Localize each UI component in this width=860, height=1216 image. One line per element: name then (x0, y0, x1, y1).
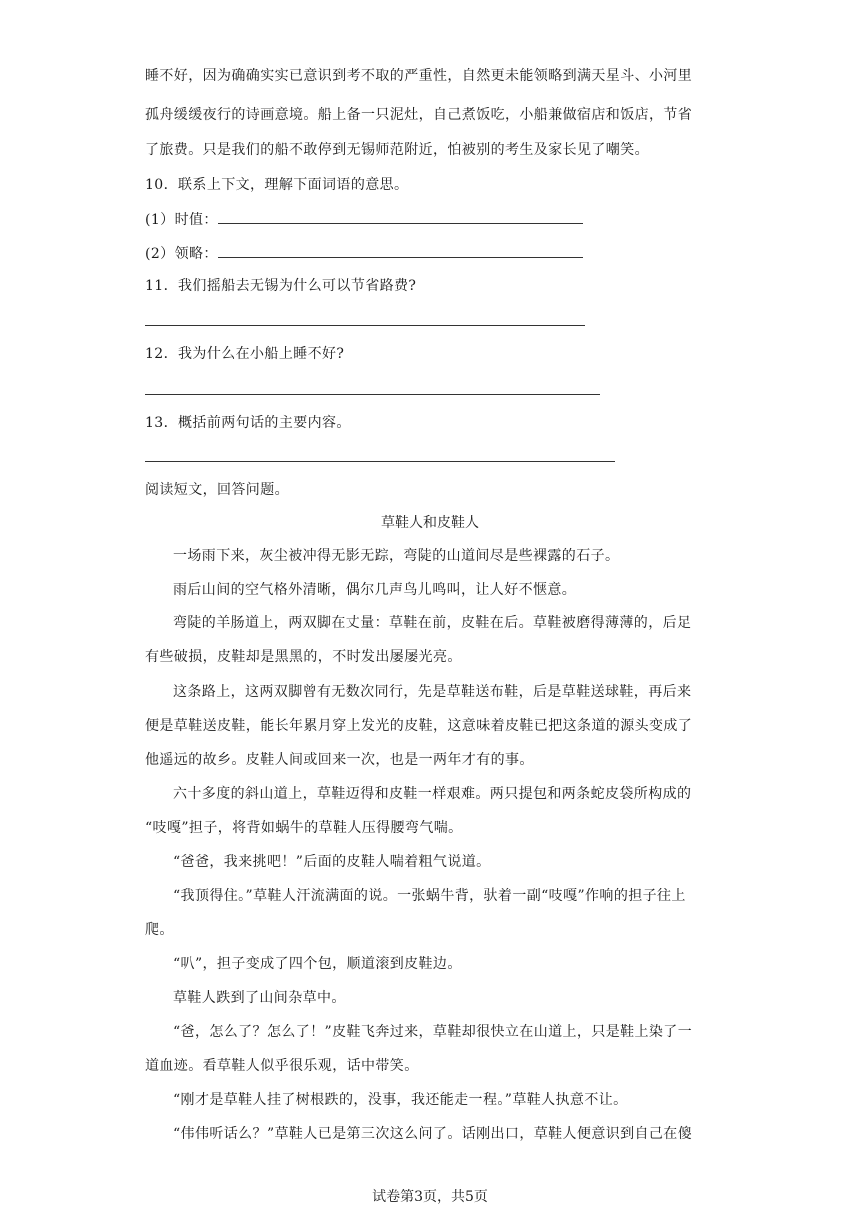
story-line: 一场雨下来，灰尘被冲得无影无踪，弯陡的山道间尽是些裸露的石子。 (173, 548, 620, 564)
answer-blank-10-1[interactable] (218, 209, 583, 224)
page-footer: 试卷第3页，共5页 (372, 1189, 488, 1205)
story-line: 有些破损，皮鞋却是黑黑的，不时发出屡屡光亮。 (145, 649, 462, 665)
answer-blank-10-2[interactable] (218, 243, 583, 258)
reading-instruction: 阅读短文，回答问题。 (145, 482, 289, 498)
answer-line-13[interactable] (145, 461, 615, 462)
question-12: 12．我为什么在小船上睡不好? (145, 346, 345, 362)
story-line: “伟伟听话么？”草鞋人已是第三次这么问了。话刚出口，草鞋人便意识到自己在傻 (173, 1126, 693, 1142)
question-10-1 (145, 209, 720, 230)
answer-line-12[interactable] (145, 394, 600, 395)
question-11: 11．我们摇船去无锡为什么可以节省路费? (145, 278, 417, 294)
story-title: 草鞋人和皮鞋人 (381, 515, 479, 531)
question-10-1-label: (1）时值： (145, 212, 218, 228)
story-line: 六十多度的斜山道上，草鞋迈得和皮鞋一样艰难。两只提包和两条蛇皮袋所构成的 (173, 786, 692, 802)
question-10: 10．联系上下文，理解下面词语的意思。 (145, 177, 409, 193)
story-line: 爬。 (145, 922, 174, 938)
passage-line-2: 孤舟缓缓夜行的诗画意境。船上备一只泥灶，自己煮饭吃，小船兼做宿店和饭店，节省 (145, 107, 693, 123)
story-line: 弯陡的羊肠道上，两双脚在丈量：草鞋在前，皮鞋在后。草鞋被磨得薄薄的，后足 (173, 615, 692, 631)
story-line: 草鞋人跌到了山间杂草中。 (173, 990, 346, 1006)
story-line: “叭”，担子变成了四个包，顺道滚到皮鞋边。 (173, 956, 462, 972)
question-10-2 (145, 243, 720, 264)
passage-line-3: 了旅费。只是我们的船不敢停到无锡师范附近，怕被别的考生及家长见了嘲笑。 (145, 142, 649, 158)
question-10-2-label: (2）领略： (145, 246, 218, 262)
story-line: 雨后山间的空气格外清晰，偶尔几声鸟儿鸣叫，让人好不惬意。 (173, 582, 577, 598)
story-line: “爸，怎么了？怎么了！”皮鞋飞奔过来，草鞋却很快立在山道上，只是鞋上染了一 (173, 1024, 693, 1040)
story-line: 道血迹。看草鞋人似乎很乐观，话中带笑。 (145, 1058, 419, 1074)
story-line: “爸爸，我来挑吧！”后面的皮鞋人喘着粗气说道。 (173, 854, 491, 870)
question-13: 13．概括前两句话的主要内容。 (145, 415, 351, 431)
story-line: “刚才是草鞋人挂了树根跌的，没事，我还能走一程。”草鞋人执意不让。 (173, 1092, 628, 1108)
passage-line-1: 睡不好，因为确确实实已意识到考不取的严重性，自然更未能领略到满天星斗、小河里 (145, 68, 693, 84)
story-line: 便是草鞋送皮鞋，能长年累月穿上发光的皮鞋，这意味着皮鞋已把这条道的源头变成了 (145, 718, 693, 734)
story-line: “我顶得住。”草鞋人汗流满面的说。一张蜗牛背，驮着一副“吱嘎”作响的担子往上 (173, 888, 686, 904)
story-line: “吱嘎”担子，将背如蜗牛的草鞋人压得腰弯气喘。 (145, 820, 463, 836)
answer-line-11[interactable] (145, 325, 585, 326)
story-line: 这条路上，这两双脚曾有无数次同行，先是草鞋送布鞋，后是草鞋送球鞋，再后来 (173, 684, 692, 700)
story-line: 他遥远的故乡。皮鞋人间或回来一次，也是一两年才有的事。 (145, 752, 534, 768)
